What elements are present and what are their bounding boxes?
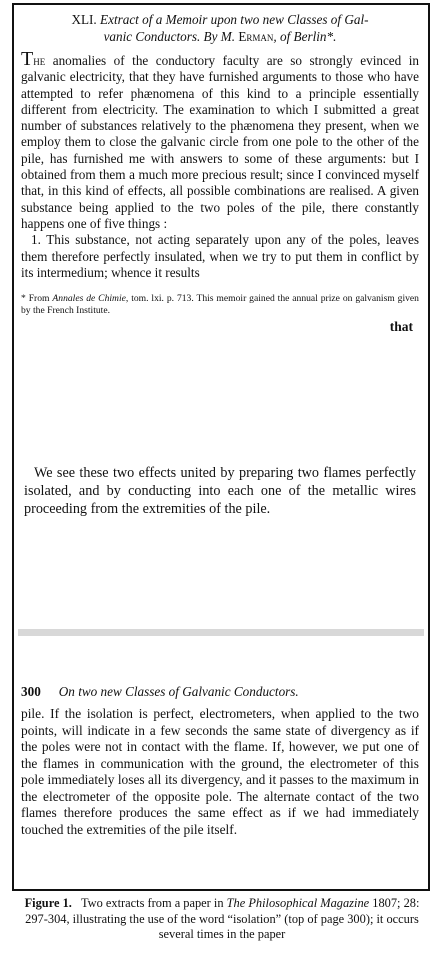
footnote-text: , tom. lxi. p. 713. This memoir gained the annual prize on galvanism given by the French Institute. — [21, 293, 419, 317]
running-head — [21, 683, 419, 700]
section-divider — [18, 629, 424, 636]
caption-text-b: 1807; 28: 297-304, illustrating the use of the word “isolation” (top of page 300); it occurs several times in the paper — [25, 896, 420, 941]
paragraph-flames: We see these two effects united by preparing two flames perfectly isolated, and by conducting into each one of the metallic wires proceeding from the extremities of the pile. — [24, 465, 416, 517]
running-title: On two new Classes of Galvanic Conductors. — [58, 684, 299, 699]
extract-page-300 — [21, 683, 419, 838]
heading-title-line1: Extract of a Memoir upon two new Classes of Gal- — [100, 12, 369, 27]
article-heading — [21, 11, 419, 45]
caption-journal: The Philosophical Magazine — [226, 896, 370, 910]
drop-cap-rest: he — [33, 53, 46, 68]
footnote-source: Annales de Chimie — [52, 293, 126, 305]
extract-top — [21, 11, 419, 335]
drop-cap: T — [21, 48, 34, 70]
caption-label: Figure 1. — [24, 896, 72, 910]
paragraph-intro — [21, 48, 420, 232]
extract-middle — [24, 465, 416, 518]
heading-title-line2: vanic Conductors. By M. — [103, 29, 236, 44]
paragraph-isolation: pile. If the isolation is perfect, electrometers, when applied to the two points, will indicate in a few seconds the same state of divergency as if the poles were not in contact with the flame. If, however, we put one of the flames in communication with the ground, the electrometer of this pole immediately loses all its divergency, and it passes to the maximum in the electrometer of the opposite pole. The alternate contact of the two flames therefore produces the same effect as if we had immediately touched the extremities of the pile itself. — [21, 706, 419, 837]
heading-tail: , of Berlin*. — [273, 29, 337, 44]
footnote-prefix: * From — [21, 293, 50, 305]
paragraph-intro-text: anomalies of the conductory faculty are so strongly evinced in galvanic electricity, that they have furnished arguments to those who have attempted to refer phænomena of this kind to a principle essentially different from electricity. The examination to which I submitted a great number of substances relatively to the phænomena they present, when we employ them to close the galvanic circle from one pole to the other of the pile, has furnished me with answers to some of these arguments: but I obtained from them a much more precious result; since I convinced myself that, in this kind of effects, all possible combinations are realised. A given substance being applied to the two poles of the pile, there constantly happens one of five things : — [21, 53, 420, 231]
footnote — [21, 293, 419, 317]
catchword: that — [389, 319, 413, 335]
heading-author: Erman — [238, 29, 274, 44]
figure-caption — [14, 896, 430, 943]
page-number: 300 — [21, 684, 41, 699]
scanned-page-frame — [12, 3, 430, 891]
paragraph-point-one: 1. This substance, not acting separately upon any of the poles, leaves them therefore perfectly insulated, when we try to put them in conflict by its intermedium; whence it results — [21, 232, 419, 280]
heading-number: XLI. — [71, 12, 97, 27]
caption-text-a: Two extracts from a paper in — [80, 896, 224, 910]
